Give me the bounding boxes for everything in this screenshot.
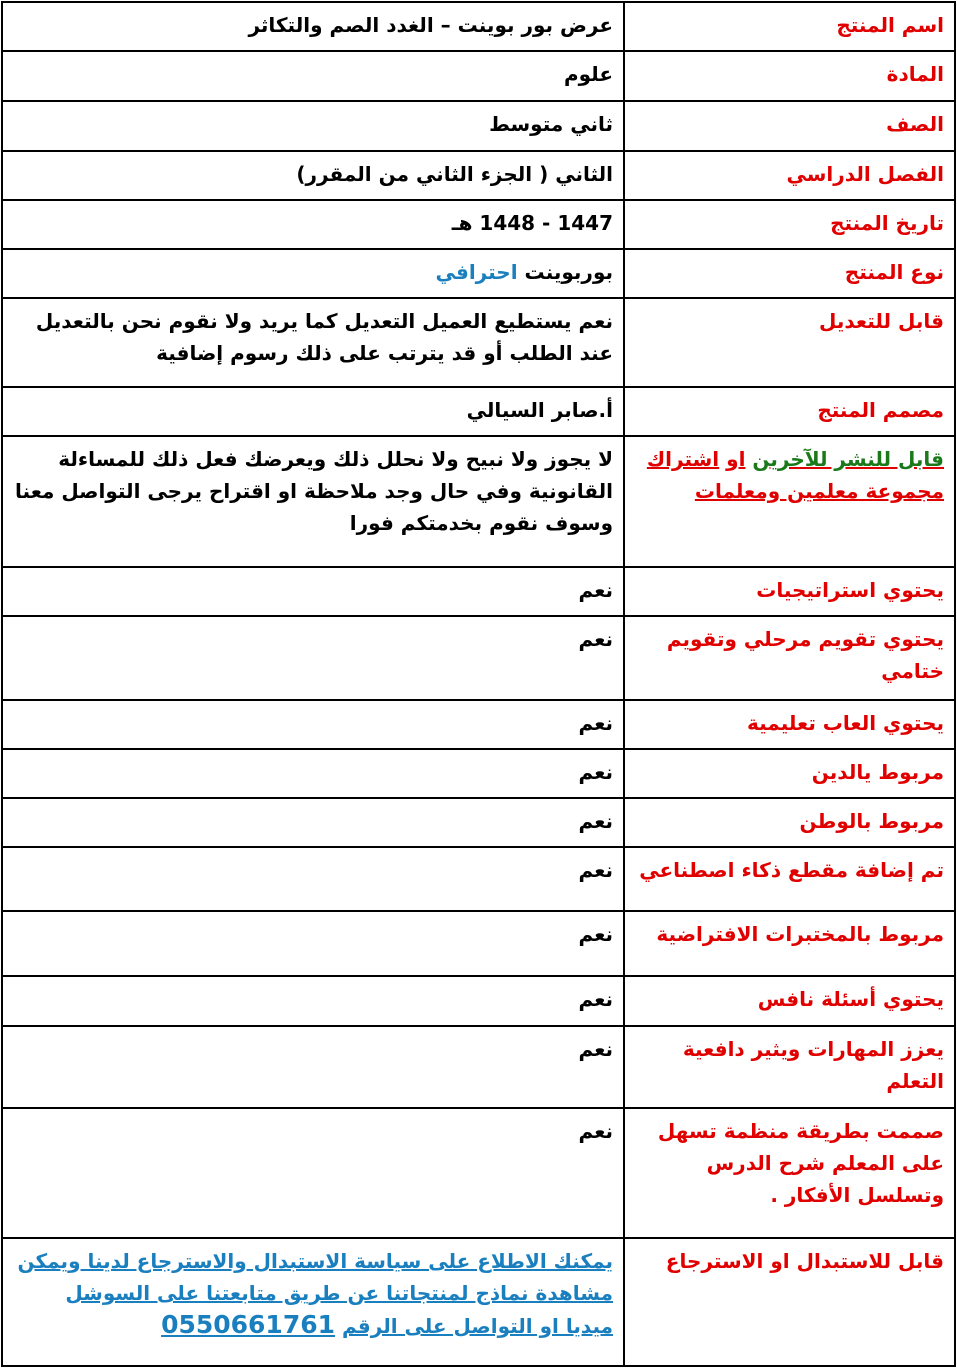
- table-row: [2, 151, 955, 200]
- label-assessment: يحتوي تقويم مرحلي وتقويم ختامي: [624, 616, 955, 700]
- value-assessment: نعم: [2, 616, 624, 700]
- phone-number-link[interactable]: 0550661761: [161, 1310, 336, 1339]
- table-row: [2, 700, 955, 749]
- label-grade: الصف: [624, 101, 955, 151]
- value-subject: علوم: [2, 51, 624, 101]
- label-nation: مربوط بالوطن: [624, 798, 955, 847]
- table-row: [2, 249, 955, 298]
- label-editable: قابل للتعديل: [624, 298, 955, 387]
- value-nation: نعم: [2, 798, 624, 847]
- product-type-text: بوربوينت: [524, 260, 613, 284]
- publishing-label-red: اشتراك مجموعة معلمين ومعلمات: [646, 447, 944, 503]
- label-returns: قابل للاستبدال او الاسترجاع: [624, 1238, 955, 1366]
- label-skills: يعزز المهارات ويثير دافعية التعلم: [624, 1026, 955, 1108]
- value-publishing: لا يجوز ولا نبيح ولا نحلل ذلك ويعرضك فعل ذلك للمساءلة القانونية وفي حال وجد ملاحظة او اقتراح يرجى التواصل معنا وسوف نقوم بخدمتكم فورا: [2, 436, 624, 567]
- label-publishing: [624, 436, 955, 567]
- table-row: [2, 976, 955, 1026]
- label-subject: المادة: [624, 51, 955, 101]
- label-nafs: يحتوي أسئلة نافس: [624, 976, 955, 1026]
- label-games: يحتوي العاب تعليمية: [624, 700, 955, 749]
- table-row: [2, 847, 955, 911]
- table-row: [2, 200, 955, 249]
- value-strategies: نعم: [2, 567, 624, 616]
- value-virtual-labs: نعم: [2, 911, 624, 976]
- value-grade: ثاني متوسط: [2, 101, 624, 151]
- table-row: [2, 2, 955, 51]
- label-product-type: نوع المنتج: [624, 249, 955, 298]
- table-row: [2, 298, 955, 387]
- table-row: [2, 51, 955, 101]
- publishing-label-or: او: [726, 447, 746, 471]
- value-organized: نعم: [2, 1108, 624, 1238]
- value-product-name: عرض بور بوينت – الغدد الصم والتكاثر: [2, 2, 624, 51]
- value-semester: الثاني ( الجزء الثاني من المقرر): [2, 151, 624, 200]
- value-ai-clip: نعم: [2, 847, 624, 911]
- table-row: [2, 387, 955, 436]
- table-row: [2, 1026, 955, 1108]
- label-designer: مصمم المنتج: [624, 387, 955, 436]
- value-product-date: 1447 - 1448 هـ: [2, 200, 624, 249]
- value-religion: نعم: [2, 749, 624, 798]
- table-row: [2, 798, 955, 847]
- label-religion: مربوط يالدين: [624, 749, 955, 798]
- value-returns: [2, 1238, 624, 1366]
- table-row: [2, 911, 955, 976]
- table-row: [2, 101, 955, 151]
- label-semester: الفصل الدراسي: [624, 151, 955, 200]
- label-product-name: اسم المنتج: [624, 2, 955, 51]
- table-row: [2, 1238, 955, 1366]
- product-type-highlight: احترافي: [435, 260, 518, 284]
- value-skills: نعم: [2, 1026, 624, 1108]
- table-row: [2, 567, 955, 616]
- label-product-date: تاريخ المنتج: [624, 200, 955, 249]
- table-row: [2, 616, 955, 700]
- publishing-label-green: قابل للنشر للآخرين: [752, 447, 944, 471]
- label-virtual-labs: مربوط بالمختبرات الافتراضية: [624, 911, 955, 976]
- returns-policy-link[interactable]: يمكنك الاطلاع على سياسة الاستبدال والاسترجاع لدينا ويمكن مشاهدة نماذج لمنتجاتنا عن طريق متابعتنا على السوشل ميديا او التواصل على الرقم: [17, 1249, 613, 1338]
- table-row: [2, 1108, 955, 1238]
- value-editable: نعم يستطيع العميل التعديل كما يريد ولا نقوم نحن بالتعديل عند الطلب أو قد يترتب على ذلك رسوم إضافية: [2, 298, 624, 387]
- table-row: [2, 749, 955, 798]
- table-row: [2, 436, 955, 567]
- label-organized: صممت بطريقة منظمة تسهل على المعلم شرح الدرس وتسلسل الأفكار .: [624, 1108, 955, 1238]
- value-nafs: نعم: [2, 976, 624, 1026]
- value-designer: أ.صابر السيالي: [2, 387, 624, 436]
- value-games: نعم: [2, 700, 624, 749]
- label-ai-clip: تم إضافة مقطع ذكاء اصطناعي: [624, 847, 955, 911]
- product-info-table: [1, 1, 956, 1367]
- value-product-type: [2, 249, 624, 298]
- label-strategies: يحتوي استراتيجيات: [624, 567, 955, 616]
